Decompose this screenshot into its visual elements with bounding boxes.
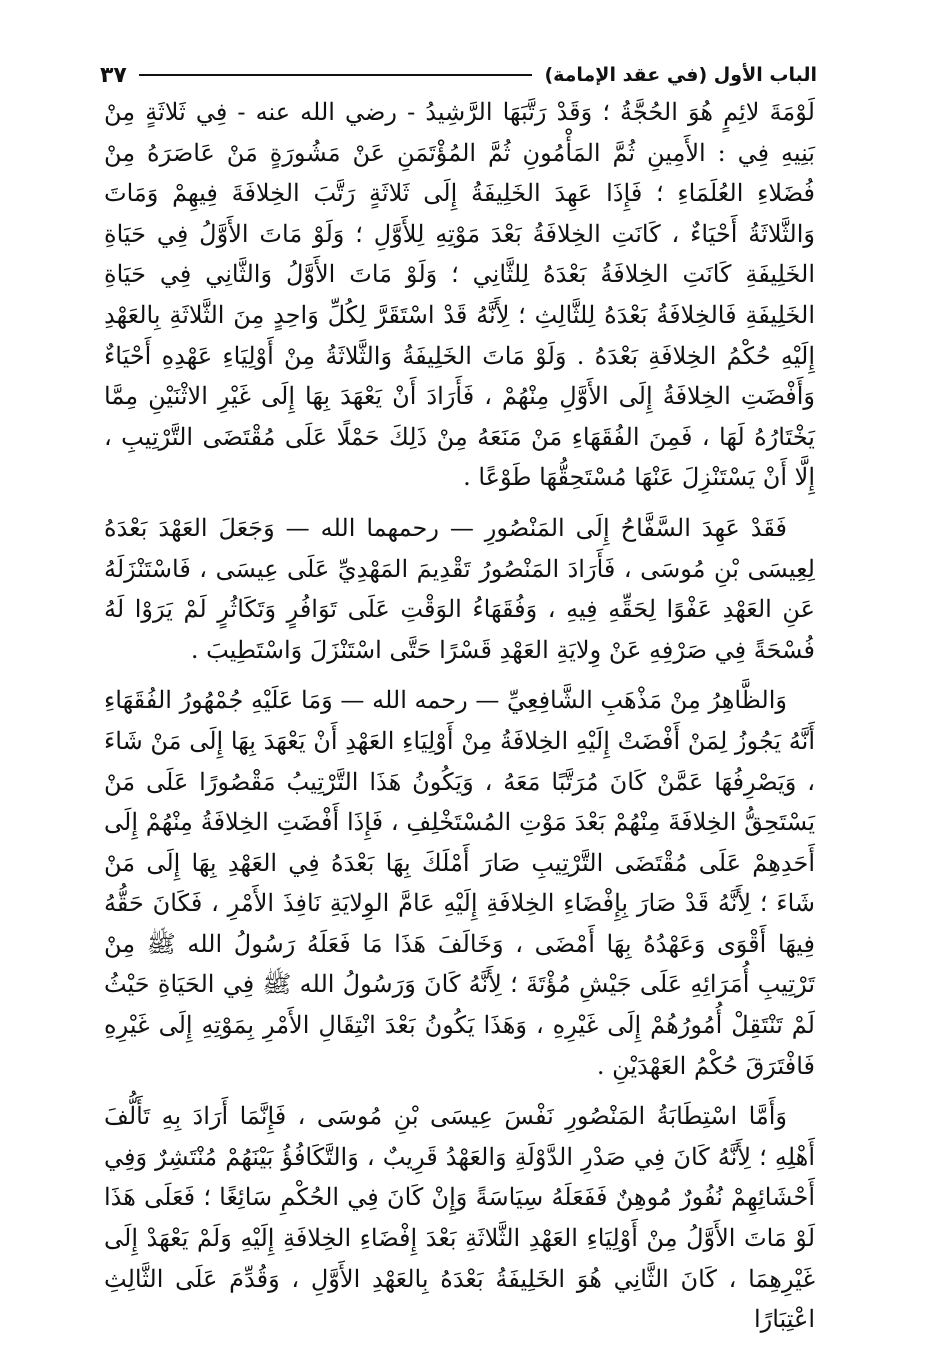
paragraph-2: فَقَدْ عَهِدَ السَّفَّاحُ إِلَى المَنْصُورِ — رحمهما الله — وَجَعَلَ العَهْدَ بَعْدَهُ لِعِيسَى بْنِ مُوسَى ، فَأَرَادَ المَنْصُورُ تَقْدِيمَ المَهْدِيِّ عَلَى عِيسَى ، فَاسْتَنْزَلَهُ عَنِ العَهْدِ عَفْوًا لِحَقِّهِ فِيهِ ، وَفُقَهَاءُ الوَقْتِ عَلَى تَوَافُرٍ وَتَكَاثُرٍ لَمْ يَرَوْا لَهُ فُسْحَةً فِي صَرْفِهِ عَنْ وِلايَةِ العَهْدِ قَسْرًا حَتَّى اسْتَنْزَلَ وَاسْتَطِيبَ .	[104, 513, 815, 664]
page-header	[100, 58, 817, 92]
paragraph-3: وَالظَّاهِرُ مِنْ مَذْهَبِ الشَّافِعِيِّ — رحمه الله — وَمَا عَلَيْهِ جُمْهُورُ الفُقَهَاءِ أَنَّهُ يَجُوزُ لِمَنْ أَفْضَتْ إِلَيْهِ الخِلافَةُ مِنْ أَوْلِيَاءِ العَهْدِ أَنْ يَعْهَدَ بِهَا إِلَى مَنْ شَاءَ ، وَيَصْرِفُهَا عَمَّنْ كَانَ مُرَتَّبًا مَعَهُ ، وَيَكُونُ هَذَا التَّرْتِيبُ مَقْصُورًا عَلَى مَنْ يَسْتَحِقُّ الخِلافَةَ مِنْهُمْ بَعْدَ مَوْتِ المُسْتَخْلِفِ ، فَإِذَا أَفْضَتِ الخِلافَةُ مِنْهُمْ إِلَى أَحَدِهِمْ عَلَى مُقْتَضَى التَّرْتِيبِ صَارَ أَمْلَكَ بِهَا بَعْدَهُ فِي العَهْدِ بِهَا إِلَى مَنْ شَاءَ ؛ لِأَنَّهُ قَدْ صَارَ بِإِفْضَاءِ الخِلافَةِ إِلَيْهِ عَامَّ الوِلايَةِ نَافِذَ الأَمْرِ ، فَكَانَ حَقُّهُ فِيهَا أَقْوَى وَعَهْدُهُ بِهَا أَمْضَى ، وَخَالَفَ هَذَا مَا فَعَلَهُ رَسُولُ الله ﷺ مِنْ تَرْتِيبِ أُمَرَائِهِ عَلَى جَيْشِ مُؤْتَةَ ؛ لِأَنَّهُ كَانَ وَرَسُولُ الله ﷺ فِي الحَيَاةِ حَيْثُ لَمْ تَنْتَقِلْ أُمُورُهُمْ إِلَى غَيْرِهِ ، وَهَذَا يَكُونُ بَعْدَ انْتِقَالِ الأَمْرِ بِمَوْتِهِ إِلَى غَيْرِهِ فَافْتَرَقَ حُكْمُ العَهْدَيْنِ .	[104, 686, 816, 1080]
header-rule	[139, 74, 533, 76]
page-number: ٣٧	[100, 62, 127, 88]
body-text	[104, 92, 815, 1340]
paragraph-4: وَأَمَّا اسْتِطَابَةُ المَنْصُورِ نَفْسَ عِيسَى بْنِ مُوسَى ، فَإِنَّمَا أَرَادَ بِهِ تَأَلُّفَ أَهْلِهِ ؛ لِأَنَّهُ كَانَ فِي صَدْرِ الدَّوْلَةِ وَالعَهْدُ قَرِيبٌ ، وَالتَّكَافُؤُ بَيْنَهُمْ مُنْتَشِرٌ وَفِي أَحْشَائِهِمْ نُفُورٌ مُوهِنٌ فَفَعَلَهُ سِيَاسَةً وَإِنْ كَانَ فِي الحُكْمِ سَائِغًا ؛ فَعَلَى هَذَا لَوْ مَاتَ الأَوَّلُ مِنْ أَوْلِيَاءِ العَهْدِ الثَّلاثَةِ بَعْدَ إِفْضَاءِ الخِلافَةِ إِلَيْهِ وَلَمْ يَعْهَدْ إِلَى غَيْرِهِمَا ، كَانَ الثَّانِي هُوَ الخَلِيفَةُ بَعْدَهُ بِالعَهْدِ الأَوَّلِ ، وَقُدِّمَ عَلَى الثَّالِثِ اعْتِبَارًا	[104, 1102, 816, 1334]
paragraph-1: لَوْمَةَ لائِمٍ هُوَ الحُجَّةُ ؛ وَقَدْ رَتَّبَهَا الرَّشِيدُ - رضي الله عنه - فِي ثَلاثَةٍ مِنْ بَنِيهِ فِي : الأَمِينِ ثُمَّ المَأْمُونِ ثُمَّ المُؤْتَمَنِ عَنْ مَشُورَةٍ مَنْ عَاصَرَهُ مِنْ فُضَلاءِ العُلَمَاءِ ؛ فَإِذَا عَهِدَ الخَلِيفَةُ إِلَى ثَلاثَةٍ رَتَّبَ الخِلافَةَ فِيهِمْ وَمَاتَ وَالثَّلاثَةُ أَحْيَاءٌ ، كَانَتِ الخِلافَةُ بَعْدَ مَوْتِهِ لِلأَوَّلِ ؛ وَلَوْ مَاتَ الأَوَّلُ فِي حَيَاةِ الخَلِيفَةِ كَانَتِ الخِلافَةُ بَعْدَهُ لِلثَّانِي ؛ وَلَوْ مَاتَ الأَوَّلُ وَالثَّانِي فِي حَيَاةِ الخَلِيفَةِ فَالخِلافَةُ بَعْدَهُ لِلثَّالِثِ ؛ لِأَنَّهُ قَدْ اسْتَقَرَّ لِكُلِّ وَاحِدٍ مِنَ الثَّلاثَةِ بِالعَهْدِ إِلَيْهِ حُكْمُ الخِلافَةِ بَعْدَهُ . وَلَوْ مَاتَ الخَلِيفَةُ وَالثَّلاثَةُ مِنْ أَوْلِيَاءِ عَهْدِهِ أَحْيَاءٌ وَأَفْضَتِ الخِلافَةُ إِلَى الأَوَّلِ مِنْهُمْ ، فَأَرَادَ أَنْ يَعْهَدَ بِهَا إِلَى غَيْرِ الاثْنَيْنِ مِمَّا يَخْتَارُهُ لَهَا ، فَمِنَ الفُقَهَاءِ مَنْ مَنَعَهُ مِنْ ذَلِكَ حَمْلًا عَلَى مُقْتَضَى التَّرْتِيبِ ، إِلَّا أَنْ يَسْتَنْزِلَ عَنْهَا مُسْتَحِقُّهَا طَوْعًا .	[104, 98, 815, 492]
running-title: الباب الأول (في عقد الإمامة)	[544, 64, 817, 86]
